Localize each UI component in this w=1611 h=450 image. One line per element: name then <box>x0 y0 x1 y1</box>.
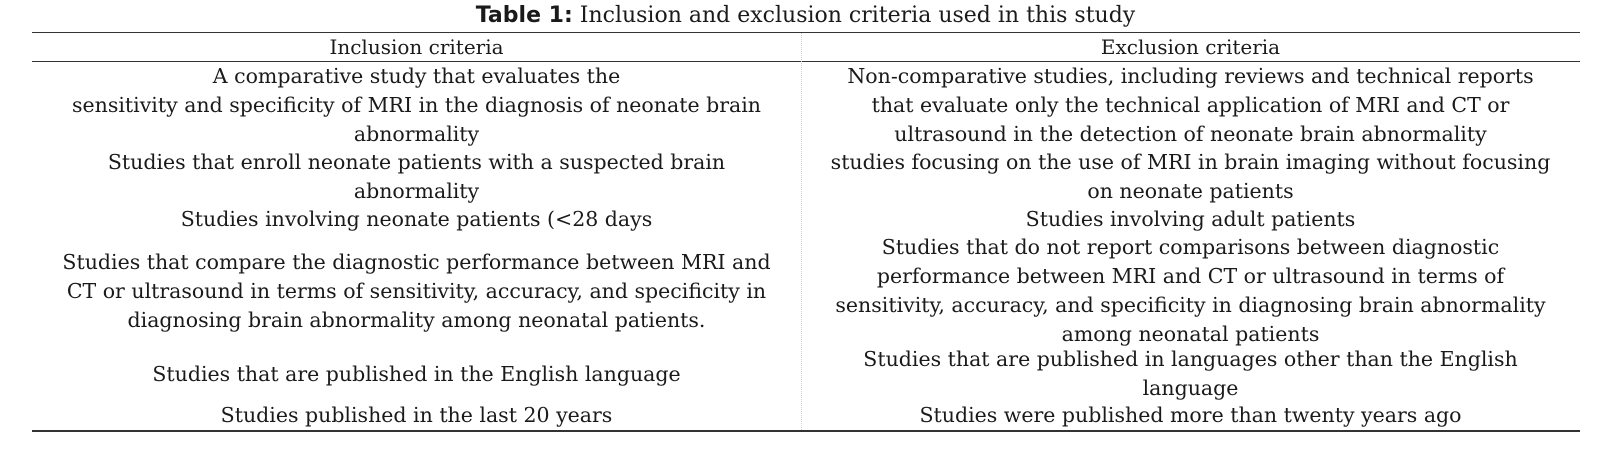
cell-line: ultrasound in the detection of neonate brain abnormality <box>894 122 1487 146</box>
cell-line: performance between MRI and CT or ultrasound in terms of <box>876 264 1505 288</box>
cell-line: abnormality <box>353 179 480 203</box>
cell-line: on neonate patients <box>1087 179 1294 203</box>
table-cell-inclusion-4 <box>32 233 801 349</box>
cell-line: diagnosing brain abnormality among neonatal patients. <box>127 307 706 332</box>
cell-line: Studies involving neonate patients (<28 days <box>180 207 653 231</box>
cell-line: abnormality <box>353 122 480 146</box>
cell-line: Studies published in the last 20 years <box>220 403 613 427</box>
cell-line: that evaluate only the technical application of MRI and CT or <box>871 93 1510 117</box>
column-header-inclusion: Inclusion criteria <box>329 35 504 59</box>
table-cell-inclusion-1 <box>32 62 801 149</box>
cell-line: sensitivity and specificity of MRI in the diagnosis of neonate brain <box>72 93 761 117</box>
cell-line: Studies involving adult patients <box>1025 207 1356 231</box>
cell-line: Studies that compare the diagnostic performance between MRI and <box>62 249 771 274</box>
table-cell-exclusion-4 <box>801 233 1580 349</box>
table-caption-text: Inclusion and exclusion criteria used in this study <box>572 3 1136 28</box>
cell-line: Studies were published more than twenty years ago <box>919 403 1462 427</box>
cell-line: Studies that enroll neonate patients with a suspected brain <box>107 150 726 174</box>
table-bottom-rule <box>32 430 1580 432</box>
table-caption-label: Table 1: <box>475 3 573 28</box>
table-cell-exclusion-3 <box>801 205 1580 234</box>
column-header-exclusion: Exclusion criteria <box>1100 35 1281 59</box>
table-caption <box>0 0 1611 30</box>
cell-line: Studies that do not report comparisons between diagnostic <box>881 235 1500 259</box>
cell-line: Studies that are published in languages other than the English <box>863 347 1518 371</box>
cell-line: language <box>1142 376 1239 400</box>
table-cell-exclusion-5 <box>801 345 1580 403</box>
table-cell-inclusion-2 <box>32 148 801 206</box>
table-cell-exclusion-6 <box>801 401 1580 430</box>
table-cell-exclusion-2 <box>801 148 1580 206</box>
cell-line: CT or ultrasound in terms of sensitivity, accuracy, and specificity in <box>66 278 767 303</box>
cell-line: studies focusing on the use of MRI in brain imaging without focusing <box>830 150 1551 174</box>
cell-line: among neonatal patients <box>1061 322 1320 346</box>
cell-line: Non-comparative studies, including reviews and technical reports <box>847 64 1534 88</box>
table-cell-inclusion-3 <box>32 205 801 234</box>
table-cell-inclusion-6 <box>32 401 801 430</box>
table-cell-exclusion-1 <box>801 62 1580 149</box>
cell-line: Studies that are published in the English language <box>152 361 681 386</box>
cell-line: A comparative study that evaluates the <box>212 64 621 88</box>
table-cell-inclusion-5 <box>32 345 801 403</box>
cell-line: sensitivity, accuracy, and specificity in diagnosing brain abnormality <box>835 293 1546 317</box>
